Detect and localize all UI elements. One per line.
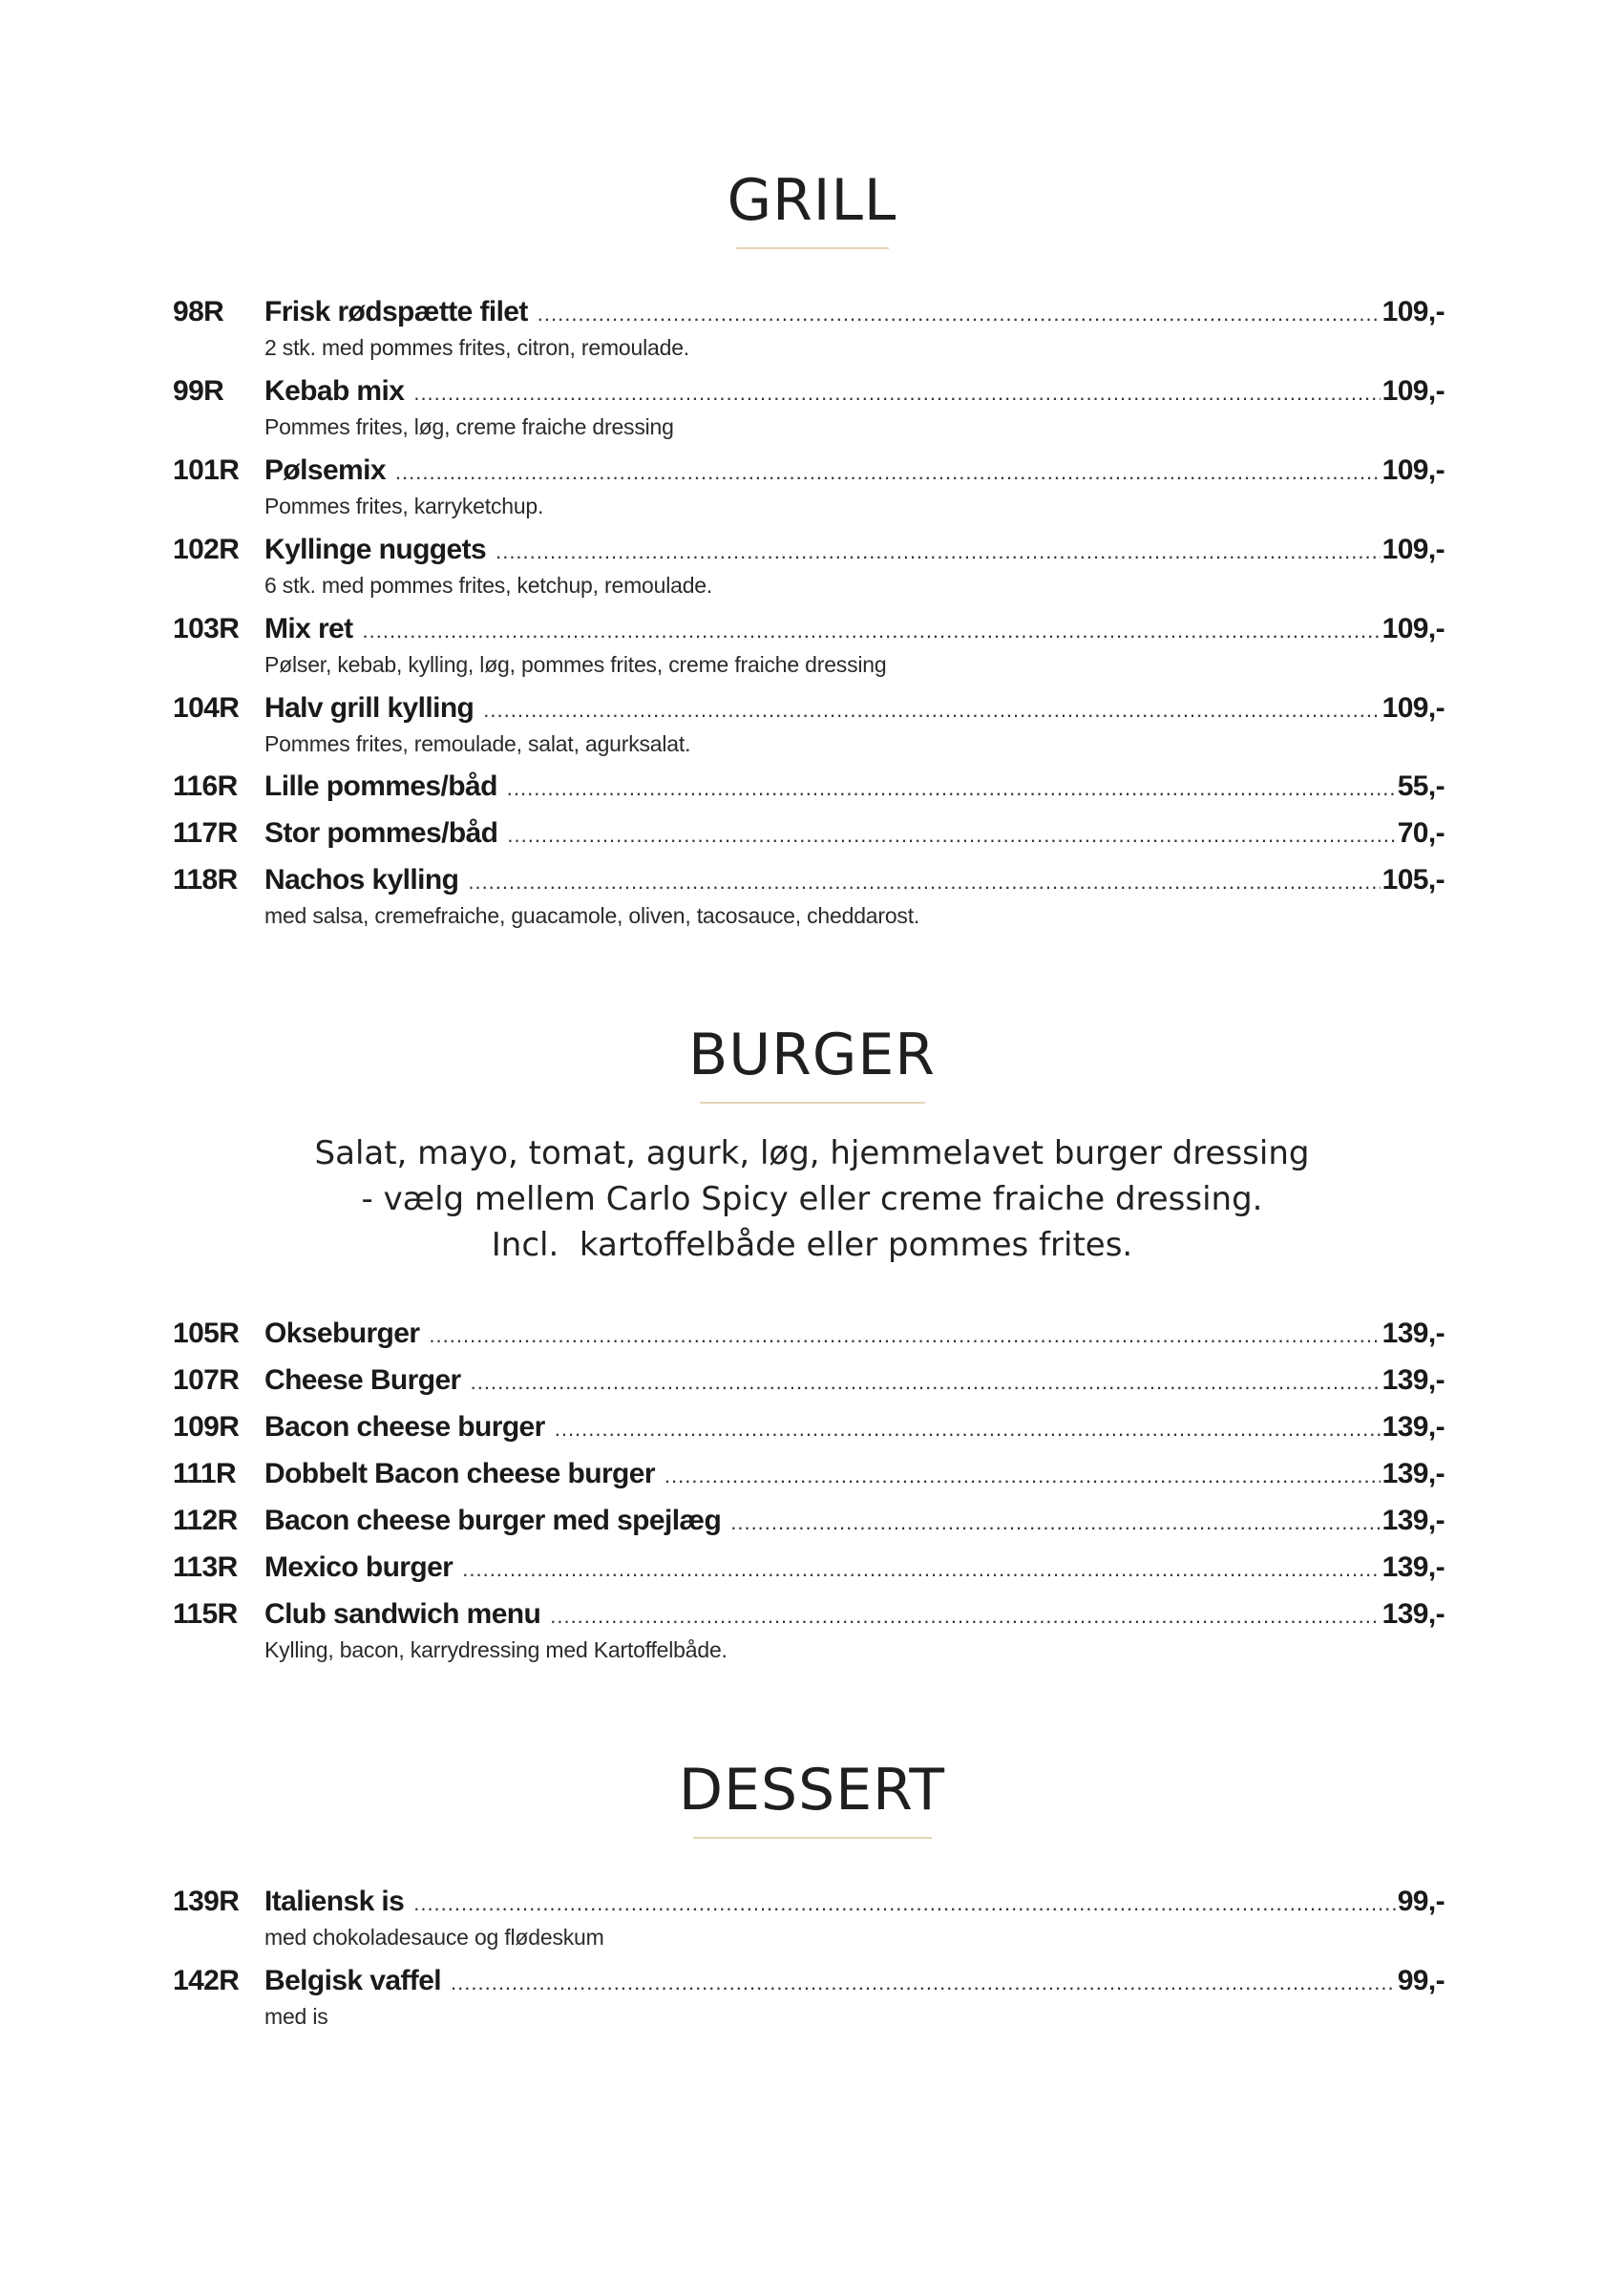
- item-description: 6 stk. med pommes frites, ketchup, remoulade.: [264, 573, 713, 598]
- dot-leader: [451, 1971, 1396, 1995]
- dot-leader: [429, 1323, 1380, 1348]
- item-name: Mexico burger: [264, 1551, 453, 1583]
- item-name: Okseburger: [264, 1318, 420, 1349]
- dot-leader: [468, 870, 1380, 895]
- item-code: 107R: [173, 1364, 240, 1396]
- burger-title-rule: [700, 1102, 925, 1104]
- dot-leader: [664, 1464, 1381, 1488]
- dot-leader: [462, 1557, 1380, 1582]
- menu-item: [173, 1598, 1445, 1663]
- item-description: Pommes frites, karryketchup.: [264, 494, 544, 518]
- item-price: 109,-: [1381, 296, 1445, 327]
- item-name: Italiensk is: [264, 1886, 405, 1917]
- item-name: Dobbelt Bacon cheese burger: [264, 1458, 655, 1489]
- item-description: Pølser, kebab, kylling, løg, pommes frites, creme fraiche dressing: [264, 652, 887, 677]
- item-name: Halv grill kylling: [264, 692, 475, 724]
- menu-item: [173, 1551, 1445, 1590]
- menu-item: [173, 613, 1445, 678]
- menu-item: [173, 1458, 1445, 1496]
- item-price: 139,-: [1381, 1551, 1445, 1583]
- item-code: 116R: [173, 770, 238, 802]
- item-code: 142R: [173, 1965, 240, 1996]
- dot-leader: [730, 1510, 1380, 1535]
- menu-item: [173, 817, 1445, 855]
- item-name: Stor pommes/båd: [264, 817, 498, 849]
- item-price: 109,-: [1381, 692, 1445, 724]
- dot-leader: [413, 1891, 1395, 1916]
- item-code: 99R: [173, 375, 224, 407]
- item-price: 105,-: [1381, 864, 1445, 896]
- item-code: 115R: [173, 1598, 238, 1630]
- burger-intro-line: Salat, mayo, tomat, agurk, løg, hjemmelavet burger dressing: [314, 1134, 1310, 1172]
- dot-leader: [555, 1417, 1381, 1442]
- item-name: Lille pommes/båd: [264, 770, 497, 802]
- item-code: 111R: [173, 1458, 237, 1489]
- item-name: Belgisk vaffel: [264, 1965, 442, 1996]
- item-price: 139,-: [1381, 1364, 1445, 1396]
- item-description: Kylling, bacon, karrydressing med Kartoffelbåde.: [264, 1637, 728, 1662]
- item-name: Club sandwich menu: [264, 1598, 541, 1630]
- item-price: 70,-: [1397, 817, 1445, 849]
- item-code: 98R: [173, 296, 224, 327]
- item-name: Bacon cheese burger med spejlæg: [264, 1505, 722, 1536]
- burger-intro-line: - vælg mellem Carlo Spicy eller creme fraiche dressing.: [361, 1180, 1263, 1218]
- menu-item: [173, 296, 1445, 361]
- item-price: 109,-: [1381, 454, 1445, 486]
- item-code: 101R: [173, 454, 240, 486]
- item-code: 118R: [173, 864, 238, 896]
- item-price: 139,-: [1381, 1318, 1445, 1349]
- dot-leader: [538, 302, 1381, 327]
- item-code: 112R: [173, 1505, 238, 1536]
- item-price: 139,-: [1381, 1458, 1445, 1489]
- dot-leader: [363, 619, 1381, 643]
- item-price: 55,-: [1397, 770, 1445, 802]
- item-code: 103R: [173, 613, 240, 644]
- menu-item: [173, 534, 1445, 599]
- menu-item: [173, 375, 1445, 440]
- item-description: med salsa, cremefraiche, guacamole, oliven, tacosauce, cheddarost.: [264, 903, 920, 928]
- item-name: Kyllinge nuggets: [264, 534, 487, 565]
- item-name: Frisk rødspætte filet: [264, 296, 528, 327]
- item-name: Bacon cheese burger: [264, 1411, 545, 1443]
- item-description: Pommes frites, løg, creme fraiche dressing: [264, 414, 674, 439]
- dot-leader: [507, 823, 1395, 848]
- menu-item: [173, 454, 1445, 519]
- dot-leader: [550, 1604, 1380, 1629]
- burger-intro-line: Incl. kartoffelbåde eller pommes frites.: [491, 1226, 1133, 1264]
- item-name: Nachos kylling: [264, 864, 459, 896]
- dot-leader: [395, 460, 1381, 485]
- menu-item: [173, 1318, 1445, 1356]
- item-code: 104R: [173, 692, 240, 724]
- burger-intro: [0, 1130, 1624, 1268]
- dessert-title-rule: [693, 1837, 932, 1839]
- grill-title: GRILL: [727, 167, 897, 234]
- item-code: 113R: [173, 1551, 238, 1583]
- item-code: 117R: [173, 817, 238, 849]
- menu-item: [173, 770, 1445, 809]
- dessert-title: DESSERT: [678, 1757, 946, 1824]
- item-price: 109,-: [1381, 534, 1445, 565]
- dot-leader: [496, 539, 1381, 564]
- menu-item: [173, 1364, 1445, 1403]
- dot-leader: [471, 1370, 1381, 1395]
- item-name: Cheese Burger: [264, 1364, 461, 1396]
- menu-item: [173, 1505, 1445, 1543]
- item-name: Pølsemix: [264, 454, 386, 486]
- dot-leader: [507, 776, 1396, 801]
- menu-item: [173, 1411, 1445, 1449]
- menu-item: [173, 1886, 1445, 1951]
- item-code: 105R: [173, 1318, 240, 1349]
- dot-leader: [483, 698, 1380, 723]
- item-price: 109,-: [1381, 613, 1445, 644]
- item-name: Kebab mix: [264, 375, 405, 407]
- item-price: 139,-: [1381, 1411, 1445, 1443]
- item-name: Mix ret: [264, 613, 353, 644]
- menu-item: [173, 1965, 1445, 2030]
- burger-title: BURGER: [688, 1022, 936, 1088]
- item-price: 139,-: [1381, 1598, 1445, 1630]
- menu-item: [173, 692, 1445, 757]
- item-description: med chokoladesauce og flødeskum: [264, 1925, 604, 1950]
- item-price: 99,-: [1397, 1965, 1445, 1996]
- menu-item: [173, 864, 1445, 929]
- grill-title-rule: [736, 247, 889, 249]
- item-price: 139,-: [1381, 1505, 1445, 1536]
- item-code: 102R: [173, 534, 240, 565]
- item-code: 109R: [173, 1411, 240, 1443]
- item-description: Pommes frites, remoulade, salat, agurksalat.: [264, 731, 691, 756]
- dot-leader: [413, 381, 1380, 406]
- item-price: 109,-: [1381, 375, 1445, 407]
- item-description: med is: [264, 2004, 328, 2029]
- item-price: 99,-: [1397, 1886, 1445, 1917]
- item-description: 2 stk. med pommes frites, citron, remoulade.: [264, 335, 689, 360]
- item-code: 139R: [173, 1886, 240, 1917]
